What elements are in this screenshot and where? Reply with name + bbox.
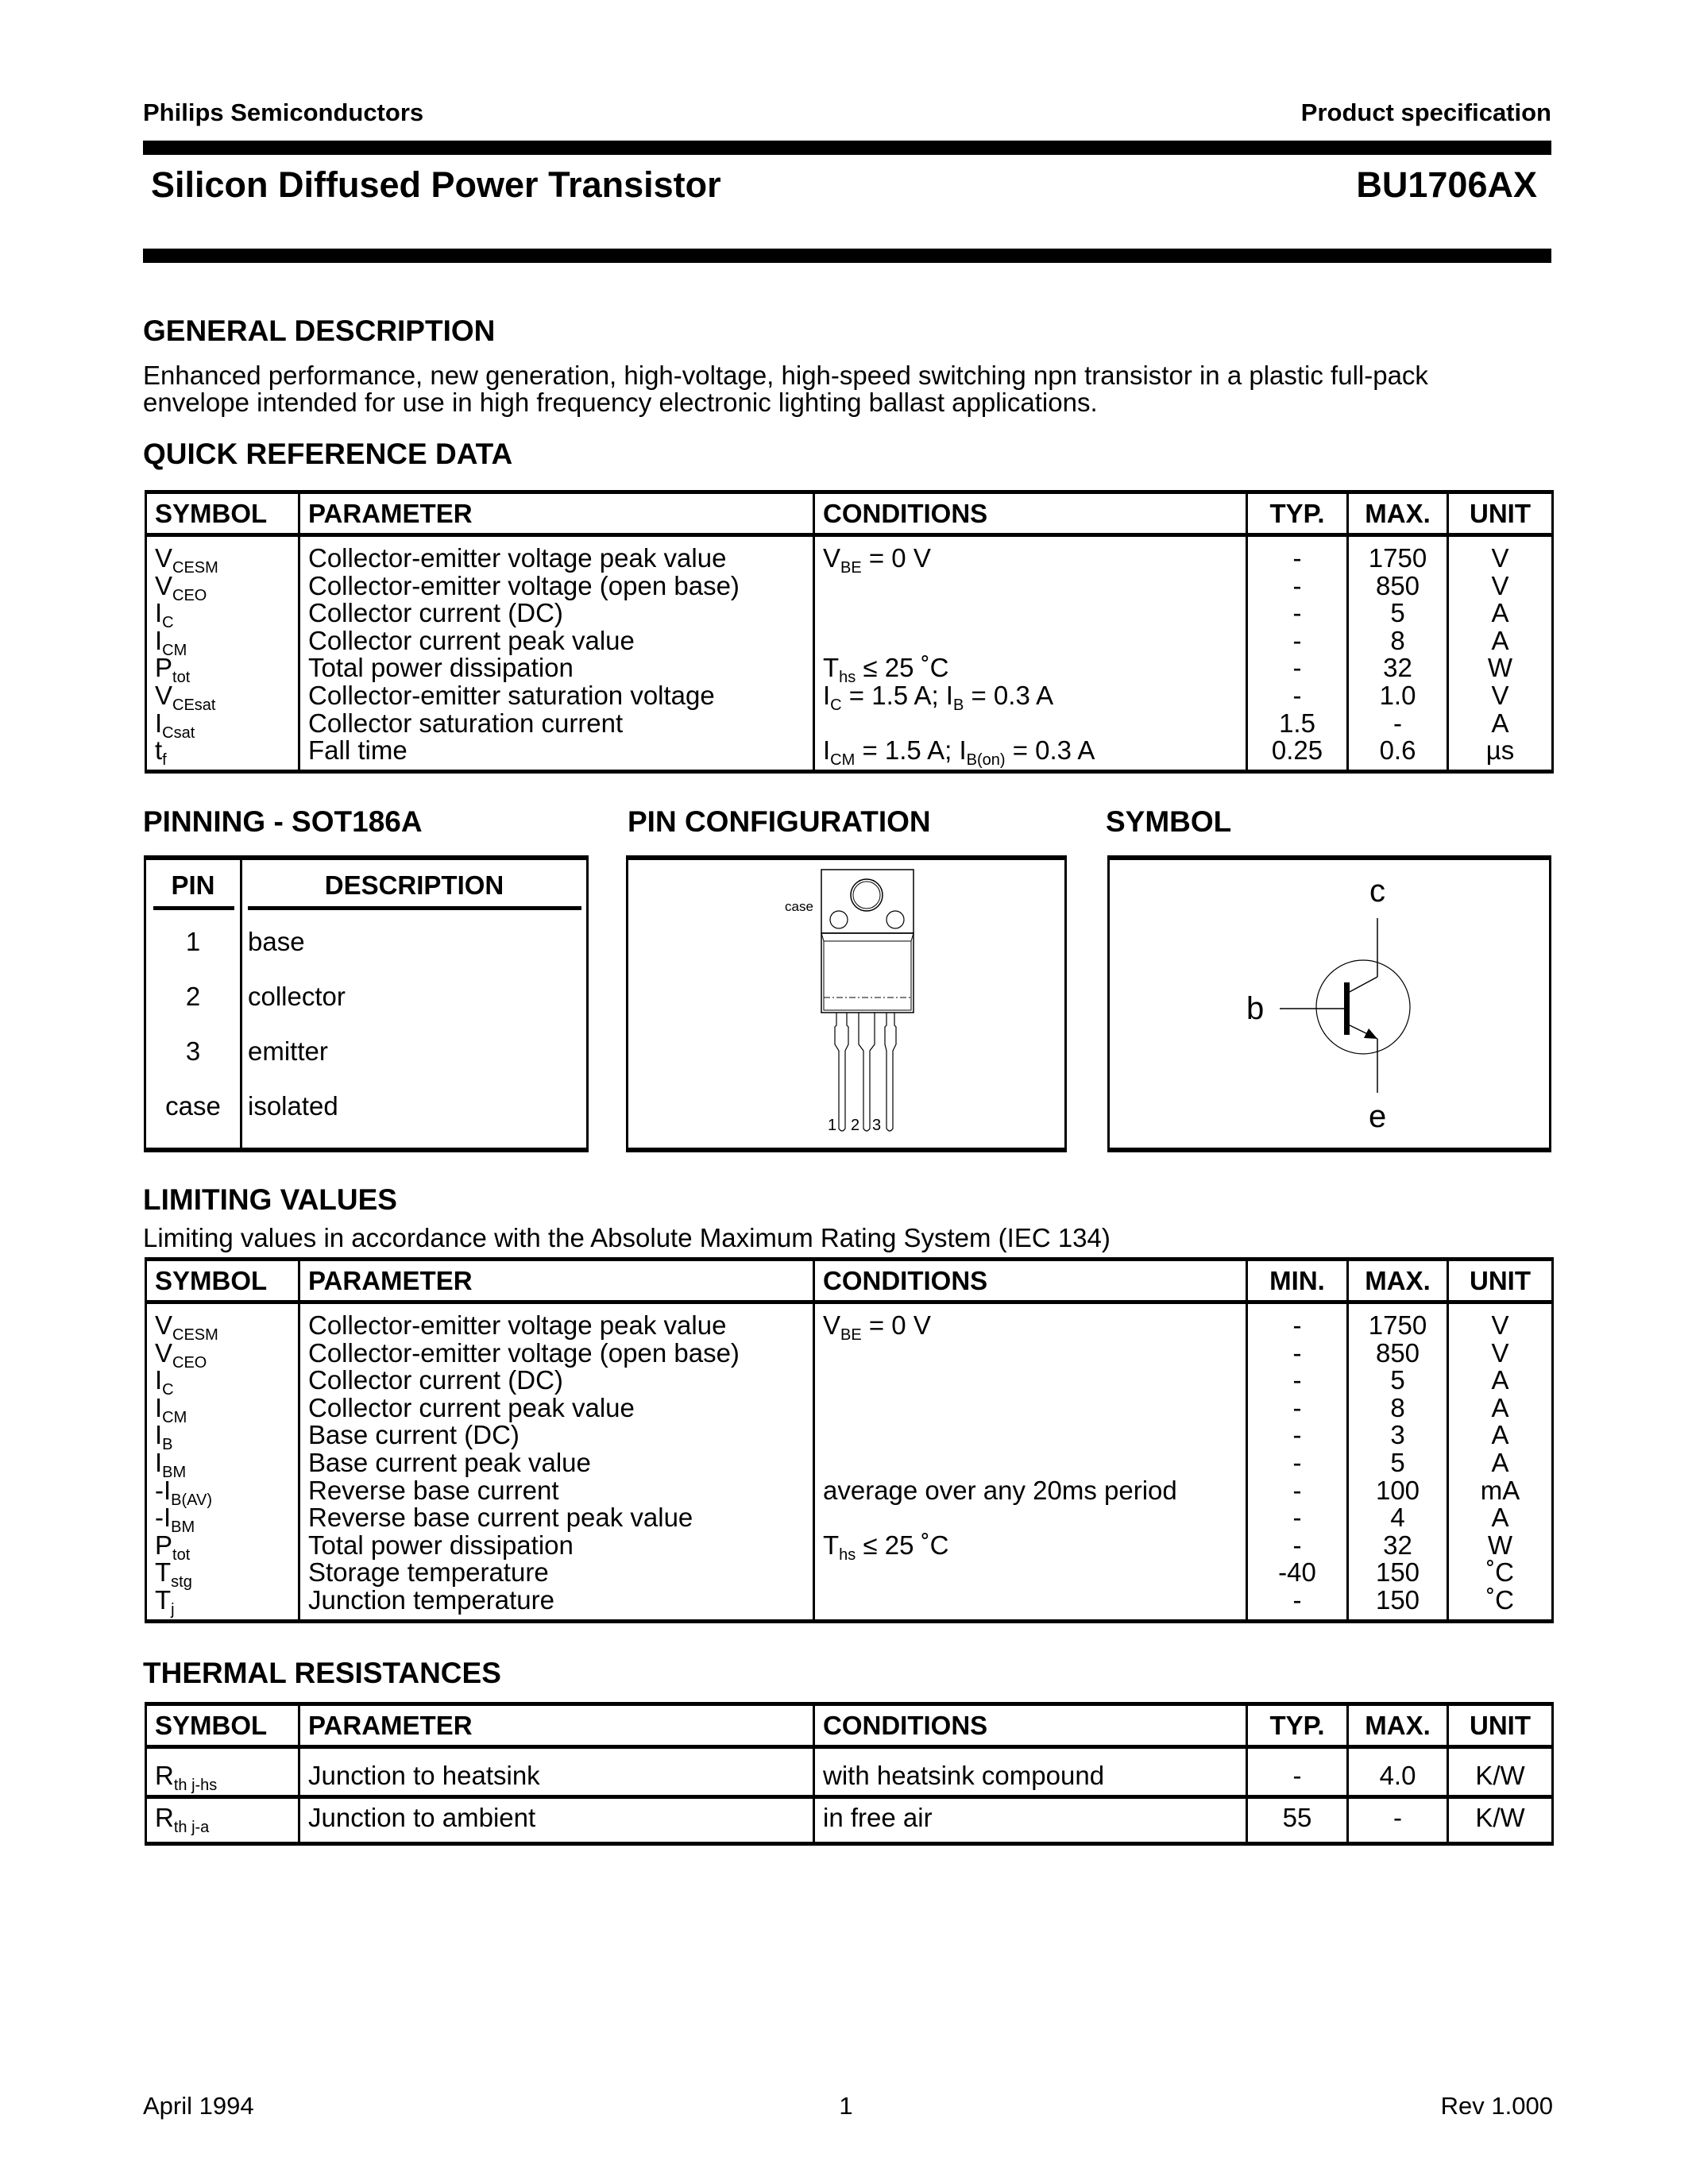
- condition-symbol: with heatsink compound: [823, 1760, 1105, 1790]
- parameter-cell: Collector current peak value: [299, 627, 814, 655]
- max-cell: 1750: [1348, 1302, 1448, 1340]
- base-label: b: [1246, 991, 1265, 1026]
- max-cell: 5: [1348, 1367, 1448, 1395]
- col-parameter: PARAMETER: [299, 1704, 814, 1747]
- symbol-cell: [146, 598, 299, 632]
- min-cell: -: [1247, 1587, 1348, 1621]
- condition-text: ≤ 25 ˚C: [856, 1530, 949, 1560]
- max-cell: 1750: [1348, 535, 1448, 573]
- max-cell: -: [1348, 710, 1448, 738]
- min-cell: -: [1247, 1302, 1348, 1340]
- table-header-row: [146, 492, 1553, 535]
- condition-symbol: V: [823, 543, 841, 573]
- parameter-cell: Storage temperature: [299, 1559, 814, 1587]
- condition-symbol: I: [823, 680, 831, 710]
- description-column-header: DESCRIPTION: [324, 870, 504, 900]
- max-cell: 5: [1348, 600, 1448, 627]
- general-description-heading: GENERAL DESCRIPTION: [143, 314, 496, 347]
- pin-number: case: [165, 1091, 221, 1121]
- unit-cell: V: [1448, 1340, 1553, 1368]
- pin-column-header: PIN: [171, 870, 215, 900]
- symbol-cell: [146, 570, 299, 604]
- conditions-cell: [814, 1477, 1247, 1505]
- part-number: BU1706AX: [1356, 164, 1537, 205]
- symbol-cell: [146, 737, 299, 771]
- symbol-cell: [146, 1503, 299, 1537]
- unit-cell: A: [1448, 1367, 1553, 1395]
- typ-cell: -: [1247, 627, 1348, 655]
- conditions-cell: [814, 573, 1247, 600]
- col-symbol: SYMBOL: [146, 1704, 299, 1747]
- condition-text: = 0.3 A: [964, 680, 1054, 710]
- pin-number: 2: [185, 982, 201, 1011]
- symbol-subscript: CESM: [172, 559, 218, 577]
- lead-label-1: 1: [828, 1117, 837, 1134]
- conditions-cell: [814, 1504, 1247, 1532]
- unit-cell: A: [1448, 627, 1553, 655]
- conditions-cell: [814, 535, 1247, 577]
- pin-description: isolated: [248, 1091, 338, 1121]
- symbol-main: t: [155, 735, 163, 766]
- table-row: [146, 1477, 1553, 1505]
- pin-description: emitter: [248, 1036, 328, 1066]
- table-row: [146, 682, 1553, 710]
- symbol-prefix: -: [155, 1475, 164, 1505]
- unit-cell: V: [1448, 573, 1553, 600]
- condition-subscript: hs: [839, 1545, 856, 1564]
- condition-text: = 0 V: [861, 1310, 931, 1340]
- max-cell: 150: [1348, 1559, 1448, 1587]
- col-symbol: SYMBOL: [146, 1260, 299, 1302]
- document-type: Product specification: [1300, 98, 1551, 126]
- conditions-cell: [814, 1559, 1247, 1587]
- min-cell: -: [1247, 1449, 1348, 1477]
- company-name: Philips Semiconductors: [143, 98, 424, 126]
- table-row: [146, 1587, 1553, 1621]
- condition-text: = 0.3 A: [1005, 735, 1095, 766]
- unit-cell: µs: [1448, 737, 1553, 771]
- symbol-subscript: B: [162, 1436, 173, 1454]
- document-title: Silicon Diffused Power Transistor: [151, 164, 721, 205]
- conditions-cell: [814, 600, 1247, 627]
- lead-label-3: 3: [872, 1117, 882, 1134]
- typ-cell: -: [1247, 654, 1348, 682]
- pin-description: base: [248, 927, 305, 956]
- symbol-main: I: [164, 1503, 172, 1533]
- table-row: [146, 1449, 1553, 1477]
- symbol-cell: [146, 653, 299, 687]
- quick-reference-heading: QUICK REFERENCE DATA: [143, 438, 513, 470]
- col-conditions: CONDITIONS: [814, 1260, 1247, 1302]
- symbol-subscript: j: [171, 1600, 175, 1619]
- min-cell: -: [1247, 1395, 1348, 1422]
- symbol-main: I: [155, 1447, 163, 1477]
- table-row: [146, 1504, 1553, 1532]
- transistor-symbol-box: [1107, 855, 1551, 1152]
- condition-text: ≤ 25 ˚C: [856, 653, 949, 683]
- symbol-main: I: [155, 598, 163, 628]
- typ-cell: 1.5: [1247, 710, 1348, 738]
- unit-cell: V: [1448, 682, 1553, 710]
- symbol-main: T: [155, 1557, 172, 1588]
- pin-configuration-heading: PIN CONFIGURATION: [628, 805, 931, 838]
- header-rule-top: [143, 141, 1551, 155]
- symbol-subscript: C: [162, 1381, 174, 1399]
- typ-cell: -: [1247, 600, 1348, 627]
- col-symbol: SYMBOL: [146, 492, 299, 535]
- symbol-main: I: [155, 708, 163, 738]
- typ-cell: -: [1247, 535, 1348, 573]
- symbol-subscript: tot: [172, 1545, 191, 1564]
- symbol-subscript: CEO: [172, 1353, 207, 1372]
- conditions-cell: [814, 1302, 1247, 1344]
- footer-revision: Rev 1.000: [1440, 2092, 1553, 2120]
- pinning-column-divider: [240, 860, 242, 1148]
- col-max: MAX.: [1348, 1260, 1448, 1302]
- symbol-cell: [146, 1584, 299, 1621]
- max-cell: 4.0: [1348, 1747, 1448, 1797]
- symbol-subscript: th j-hs: [173, 1776, 218, 1794]
- conditions-cell: [814, 737, 1247, 771]
- unit-cell: A: [1448, 1395, 1553, 1422]
- symbol-main: I: [155, 625, 163, 655]
- condition-subscript: hs: [839, 669, 856, 687]
- typ-cell: -: [1247, 573, 1348, 600]
- conditions-cell: [814, 1367, 1247, 1395]
- col-parameter: PARAMETER: [299, 1260, 814, 1302]
- max-cell: 4: [1348, 1504, 1448, 1532]
- pin-header-rule: [153, 906, 234, 910]
- limiting-values-subtitle: Limiting values in accordance with the Absolute Maximum Rating System (IEC 134): [143, 1223, 1111, 1252]
- parameter-cell: Junction to heatsink: [299, 1747, 814, 1797]
- table-row: [146, 1532, 1553, 1560]
- conditions-cell: [814, 1747, 1247, 1797]
- col-unit: UNIT: [1448, 1704, 1553, 1747]
- conditions-cell: [814, 1340, 1247, 1368]
- pin-description: collector: [248, 982, 346, 1011]
- parameter-cell: Collector current peak value: [299, 1395, 814, 1422]
- max-cell: 0.6: [1348, 737, 1448, 771]
- footer-page-number: 1: [839, 2092, 853, 2120]
- col-typ: TYP.: [1247, 492, 1348, 535]
- parameter-cell: Collector current (DC): [299, 600, 814, 627]
- table-row: [146, 627, 1553, 655]
- pin-number: 3: [185, 1036, 201, 1066]
- description-line-1: Enhanced performance, new generation, high-voltage, high-speed switching npn transistor in a plastic full-pack: [143, 361, 1428, 390]
- unit-cell: A: [1448, 710, 1553, 738]
- pin-configuration-box: [626, 855, 1067, 1152]
- symbol-subscript: f: [162, 751, 167, 770]
- package-outline-drawing: [628, 860, 1064, 1148]
- condition-symbol: in free air: [823, 1802, 933, 1832]
- min-cell: -: [1247, 1422, 1348, 1449]
- symbol-main: V: [155, 680, 173, 710]
- unit-cell: ˚C: [1448, 1587, 1553, 1621]
- max-cell: 100: [1348, 1477, 1448, 1505]
- min-cell: -: [1247, 1477, 1348, 1505]
- table-header-row: [146, 1260, 1553, 1302]
- unit-cell: V: [1448, 535, 1553, 573]
- conditions-cell: [814, 1797, 1247, 1844]
- symbol-subscript: Csat: [162, 723, 195, 742]
- min-cell: -: [1247, 1532, 1348, 1560]
- table-row: [146, 600, 1553, 627]
- symbol-main: I: [155, 1392, 163, 1422]
- table-row: [146, 710, 1553, 738]
- symbol-main: R: [155, 1802, 174, 1832]
- min-cell: -: [1247, 1367, 1348, 1395]
- description-header-rule: [248, 906, 581, 910]
- symbol-cell: [146, 1557, 299, 1592]
- max-cell: 8: [1348, 627, 1448, 655]
- condition-subscript: B(on): [966, 751, 1006, 770]
- table-row: [146, 1797, 1553, 1844]
- symbol-main: P: [155, 1530, 173, 1560]
- typ-cell: 0.25: [1247, 737, 1348, 771]
- max-cell: 8: [1348, 1395, 1448, 1422]
- symbol-cell: [146, 1337, 299, 1372]
- parameter-cell: Base current (DC): [299, 1422, 814, 1449]
- parameter-cell: Total power dissipation: [299, 654, 814, 682]
- pin-number: 1: [185, 927, 201, 956]
- condition-symbol: T: [823, 1530, 840, 1560]
- table-row: [146, 1747, 1553, 1797]
- unit-cell: W: [1448, 1532, 1553, 1560]
- condition-symbol: I: [823, 735, 831, 766]
- symbol-cell: [146, 625, 299, 659]
- conditions-cell: [814, 1587, 1247, 1621]
- unit-cell: A: [1448, 1422, 1553, 1449]
- symbol-cell: [146, 1392, 299, 1426]
- conditions-cell: [814, 1449, 1247, 1477]
- parameter-cell: Base current peak value: [299, 1449, 814, 1477]
- parameter-cell: Junction to ambient: [299, 1797, 814, 1844]
- table-header-row: [146, 1704, 1553, 1747]
- footer-date: April 1994: [143, 2092, 254, 2120]
- symbol-main: I: [155, 1420, 163, 1450]
- max-cell: 32: [1348, 654, 1448, 682]
- condition-symbol: T: [823, 653, 840, 683]
- col-max: MAX.: [1348, 1704, 1448, 1747]
- conditions-cell: [814, 653, 1247, 687]
- pinning-table: [144, 855, 589, 1152]
- pinning-heading: PINNING - SOT186A: [143, 805, 423, 838]
- npn-transistor-symbol-icon: [1110, 860, 1549, 1148]
- parameter-cell: Collector-emitter voltage peak value: [299, 535, 814, 573]
- symbol-cell: [146, 1302, 299, 1344]
- max-cell: -: [1348, 1797, 1448, 1844]
- min-cell: -: [1247, 1340, 1348, 1368]
- col-max: MAX.: [1348, 492, 1448, 535]
- unit-cell: mA: [1448, 1477, 1553, 1505]
- symbol-main: T: [155, 1584, 172, 1615]
- condition-subscript: B: [952, 696, 964, 714]
- limiting-values-heading: LIMITING VALUES: [143, 1183, 397, 1216]
- min-cell: -40: [1247, 1559, 1348, 1587]
- symbol-subscript: CEO: [172, 586, 207, 604]
- symbol-main: R: [155, 1760, 174, 1790]
- conditions-cell: [814, 1530, 1247, 1564]
- col-min: MIN.: [1247, 1260, 1348, 1302]
- col-conditions: CONDITIONS: [814, 492, 1247, 535]
- condition-symbol: V: [823, 1310, 841, 1340]
- symbol-prefix: -: [155, 1503, 164, 1533]
- table-row: [146, 1422, 1553, 1449]
- parameter-cell: Collector-emitter voltage (open base): [299, 573, 814, 600]
- symbol-subscript: CESM: [172, 1326, 218, 1344]
- unit-cell: W: [1448, 654, 1553, 682]
- parameter-cell: Reverse base current peak value: [299, 1504, 814, 1532]
- max-cell: 3: [1348, 1422, 1448, 1449]
- conditions-cell: [814, 1395, 1247, 1422]
- max-cell: 1.0: [1348, 682, 1448, 710]
- typ-cell: 55: [1247, 1797, 1348, 1844]
- table-row: [146, 654, 1553, 682]
- symbol-cell: [146, 680, 299, 714]
- unit-cell: A: [1448, 1504, 1553, 1532]
- symbol-main: V: [155, 543, 173, 573]
- condition-text: = 1.5 A; I: [841, 680, 953, 710]
- col-conditions: CONDITIONS: [814, 1704, 1247, 1747]
- parameter-cell: Total power dissipation: [299, 1532, 814, 1560]
- collector-label: c: [1369, 874, 1385, 909]
- symbol-main: I: [155, 1365, 163, 1395]
- table-row: [146, 1302, 1553, 1340]
- max-cell: 850: [1348, 1340, 1448, 1368]
- parameter-cell: Junction temperature: [299, 1587, 814, 1621]
- parameter-cell: Collector-emitter voltage (open base): [299, 1340, 814, 1368]
- condition-subscript: BE: [840, 559, 862, 577]
- symbol-main: P: [155, 653, 173, 683]
- conditions-cell: [814, 1422, 1247, 1449]
- unit-cell: K/W: [1448, 1797, 1553, 1844]
- parameter-cell: Collector-emitter voltage peak value: [299, 1302, 814, 1340]
- typ-cell: -: [1247, 1747, 1348, 1797]
- emitter-label: e: [1369, 1099, 1387, 1134]
- condition-subscript: C: [830, 696, 842, 714]
- case-label: case: [785, 899, 813, 914]
- symbol-subscript: th j-a: [173, 1818, 210, 1836]
- thermal-resistances-table: [145, 1702, 1554, 1846]
- max-cell: 32: [1348, 1532, 1448, 1560]
- symbol-cell: [146, 1475, 299, 1509]
- unit-cell: V: [1448, 1302, 1553, 1340]
- parameter-cell: Collector current (DC): [299, 1367, 814, 1395]
- parameter-cell: Collector-emitter saturation voltage: [299, 682, 814, 710]
- unit-cell: ˚C: [1448, 1559, 1553, 1587]
- header-rule-bottom: [143, 249, 1551, 263]
- symbol-main: I: [164, 1475, 172, 1505]
- symbol-cell: [146, 1747, 299, 1797]
- symbol-main: V: [155, 1337, 173, 1368]
- symbol-cell: [146, 1365, 299, 1399]
- symbol-cell: [146, 1447, 299, 1481]
- parameter-cell: Fall time: [299, 737, 814, 771]
- general-description-text: [143, 362, 1557, 416]
- symbol-cell: [146, 1420, 299, 1454]
- symbol-cell: [146, 708, 299, 742]
- col-typ: TYP.: [1247, 1704, 1348, 1747]
- symbol-main: V: [155, 570, 173, 600]
- condition-text: = 0 V: [861, 543, 931, 573]
- parameter-cell: Collector saturation current: [299, 710, 814, 738]
- symbol-heading: SYMBOL: [1106, 805, 1232, 838]
- lead-label-2: 2: [851, 1117, 860, 1134]
- symbol-cell: [146, 1530, 299, 1564]
- table-row: [146, 737, 1553, 771]
- condition-text: = 1.5 A; I: [855, 735, 967, 766]
- col-parameter: PARAMETER: [299, 492, 814, 535]
- table-row: [146, 535, 1553, 573]
- symbol-subscript: B(AV): [171, 1491, 213, 1509]
- symbol-subscript: tot: [172, 669, 191, 687]
- symbol-subscript: stg: [171, 1573, 192, 1592]
- unit-cell: A: [1448, 1449, 1553, 1477]
- col-unit: UNIT: [1448, 1260, 1553, 1302]
- typ-cell: -: [1247, 682, 1348, 710]
- max-cell: 150: [1348, 1587, 1448, 1621]
- symbol-cell: [146, 535, 299, 577]
- max-cell: 5: [1348, 1449, 1448, 1477]
- table-row: [146, 1367, 1553, 1395]
- symbol-cell: [146, 1797, 299, 1844]
- unit-cell: K/W: [1448, 1747, 1553, 1797]
- condition-subscript: BE: [840, 1326, 862, 1344]
- max-cell: 850: [1348, 573, 1448, 600]
- condition-symbol: average over any 20ms period: [823, 1475, 1177, 1505]
- parameter-cell: Reverse base current: [299, 1477, 814, 1505]
- symbol-subscript: BM: [171, 1518, 195, 1537]
- table-row: [146, 1395, 1553, 1422]
- symbol-subscript: CM: [162, 641, 187, 659]
- thermal-resistances-heading: THERMAL RESISTANCES: [143, 1657, 501, 1689]
- conditions-cell: [814, 710, 1247, 738]
- min-cell: -: [1247, 1504, 1348, 1532]
- unit-cell: A: [1448, 600, 1553, 627]
- symbol-subscript: CEsat: [172, 696, 216, 714]
- symbol-subscript: BM: [162, 1463, 187, 1481]
- quick-reference-table: [145, 490, 1554, 774]
- symbol-main: V: [155, 1310, 173, 1340]
- symbol-subscript: CM: [162, 1408, 187, 1426]
- condition-subscript: CM: [830, 751, 856, 770]
- description-line-2: envelope intended for use in high frequency electronic lighting ballast applications.: [143, 388, 1098, 417]
- col-unit: UNIT: [1448, 492, 1553, 535]
- limiting-values-table: [145, 1257, 1554, 1623]
- symbol-subscript: C: [162, 614, 174, 632]
- conditions-cell: [814, 627, 1247, 655]
- conditions-cell: [814, 680, 1247, 714]
